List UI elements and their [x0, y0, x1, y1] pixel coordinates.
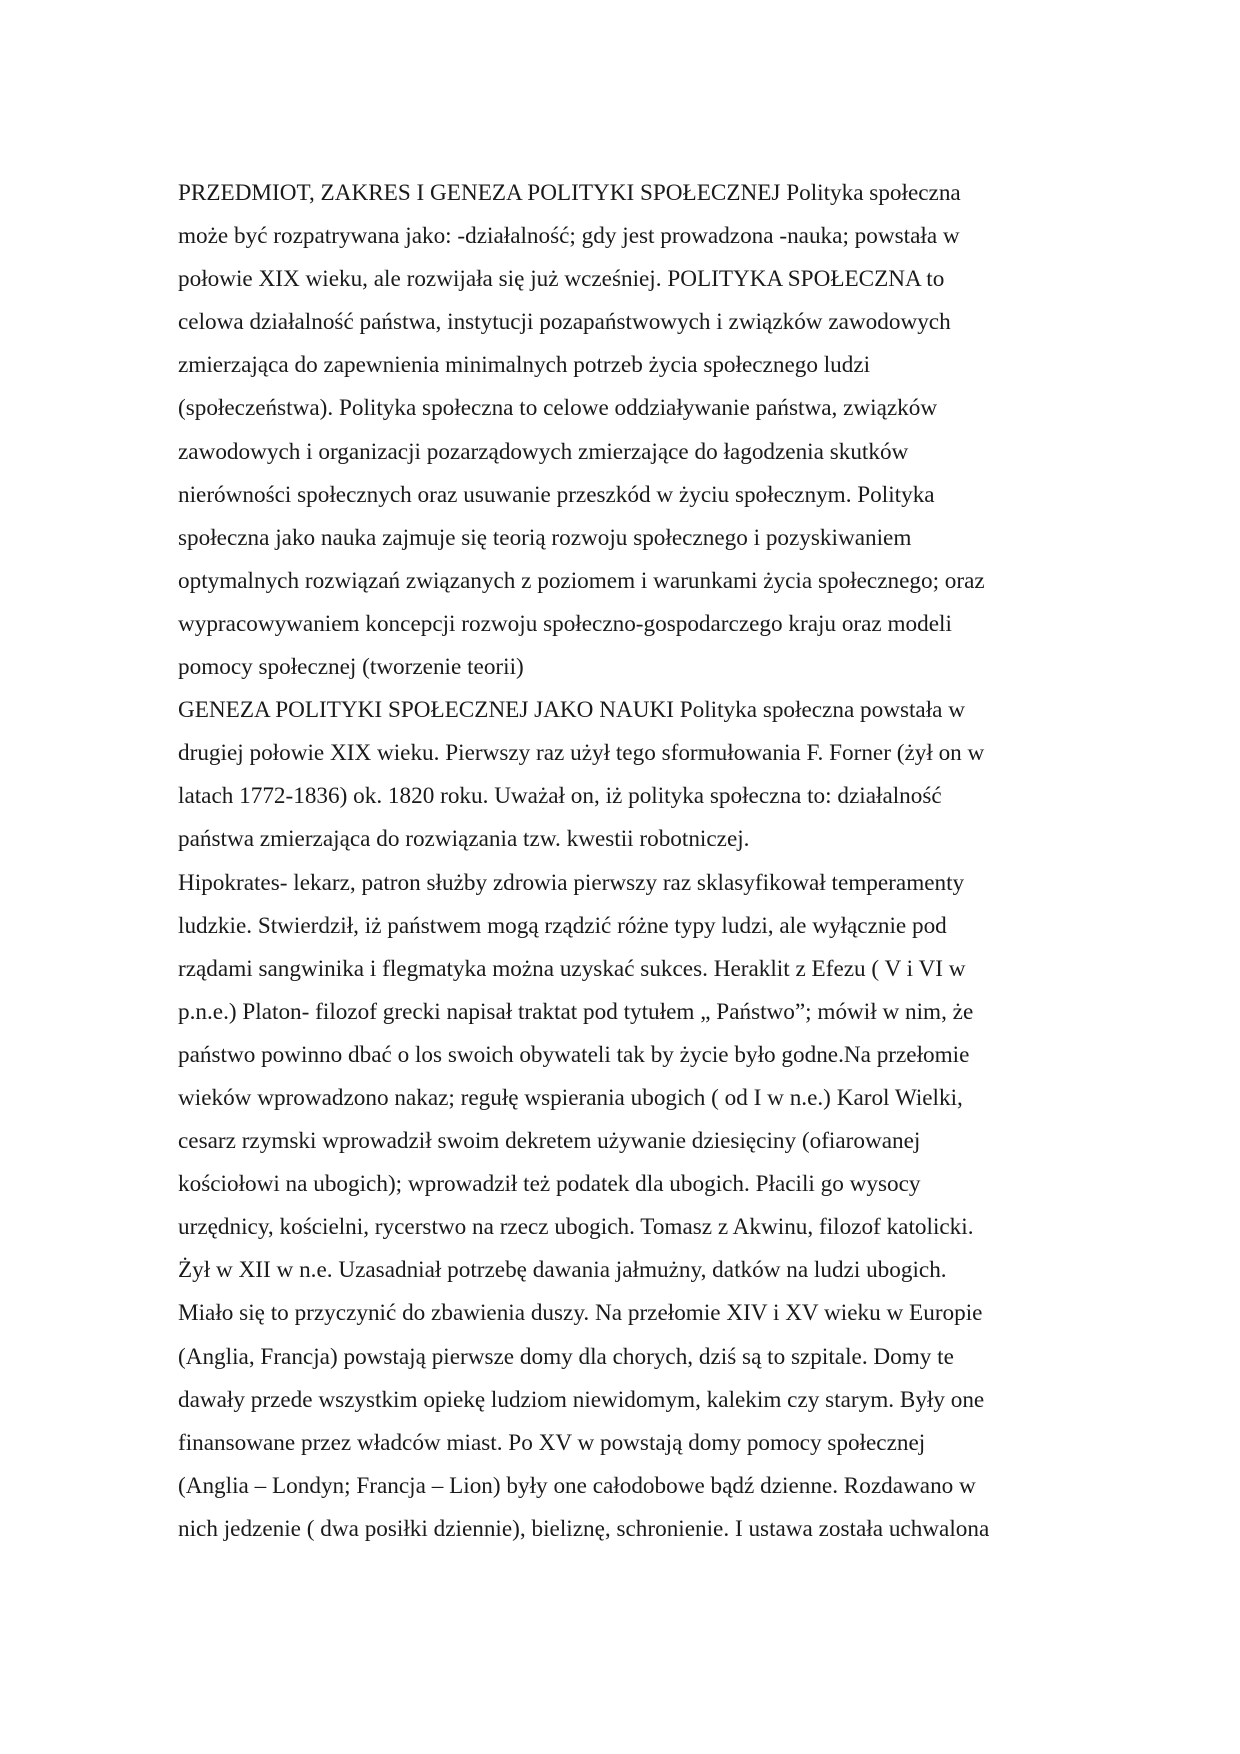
text-line: (Anglia – Londyn; Francja – Lion) były one całodobowe bądź dzienne. Rozdawano w [178, 1472, 976, 1499]
text-line: może być rozpatrywana jako: -działalność; gdy jest prowadzona -nauka; powstała w [178, 223, 960, 250]
text-line: państwa zmierzająca do rozwiązania tzw. kwestii robotniczej. [178, 826, 750, 853]
text-line: p.n.e.) Platon- filozof grecki napisał traktat pod tytułem „ Państwo”; mówił w nim, że [178, 998, 974, 1025]
text-line: celowa działalność państwa, instytucji pozapaństwowych i związków zawodowych [178, 309, 951, 336]
text-line: GENEZA POLITYKI SPOŁECZNEJ JAKO NAUKI Polityka społeczna powstała w [178, 697, 965, 724]
document-body [178, 172, 1062, 1551]
text-line: PRZEDMIOT, ZAKRES I GENEZA POLITYKI SPOŁECZNEJ Polityka społeczna [178, 180, 961, 206]
text-line: Żył w XII w n.e. Uzasadniał potrzebę dawania jałmużny, datków na ludzi ubogich. [178, 1257, 947, 1284]
text-line: optymalnych rozwiązań związanych z poziomem i warunkami życia społecznego; oraz [178, 567, 985, 594]
text-line: finansowane przez władców miast. Po XV w powstają domy pomocy społecznej [178, 1429, 926, 1456]
text-line: państwo powinno dbać o los swoich obywateli tak by życie było godne.Na przełomie [178, 1041, 970, 1068]
text-line: latach 1772-1836) ok. 1820 roku. Uważał on, iż polityka społeczna to: działalność [178, 783, 942, 810]
text-line: urzędnicy, kościelni, rycerstwo na rzecz ubogich. Tomasz z Akwinu, filozof katolicki. [178, 1214, 974, 1241]
text-line: (Anglia, Francja) powstają pierwsze domy dla chorych, dziś są to szpitale. Domy te [178, 1343, 954, 1370]
text-line: społeczna jako nauka zajmuje się teorią rozwoju społecznego i pozyskiwaniem [178, 524, 912, 551]
text-line: wieków wprowadzono nakaz; regułę wspierania ubogich ( od I w n.e.) Karol Wielki, [178, 1084, 963, 1111]
text-line: nierówności społecznych oraz usuwanie przeszkód w życiu społecznym. Polityka [178, 481, 935, 508]
text-line: cesarz rzymski wprowadził swoim dekretem używanie dziesięciny (ofiarowanej [178, 1128, 921, 1155]
text-line: Hipokrates- lekarz, patron służby zdrowia pierwszy raz sklasyfikował temperamenty [178, 869, 965, 896]
text-line: połowie XIX wieku, ale rozwijała się już wcześniej. POLITYKA SPOŁECZNA to [178, 266, 945, 293]
text-line: dawały przede wszystkim opiekę ludziom niewidomym, kalekim czy starym. Były one [178, 1386, 985, 1413]
text-line: kościołowi na ubogich); wprowadził też podatek dla ubogich. Płacili go wysocy [178, 1171, 921, 1198]
text-line: Miało się to przyczynić do zbawienia duszy. Na przełomie XIV i XV wieku w Europie [178, 1300, 983, 1327]
text-line: zawodowych i organizacji pozarządowych zmierzające do łagodzenia skutków [178, 438, 909, 465]
text-line: rządami sangwinika i flegmatyka można uzyskać sukces. Heraklit z Efezu ( V i VI w [178, 955, 966, 982]
text-line: drugiej połowie XIX wieku. Pierwszy raz użył tego sformułowania F. Forner (żył on w [178, 740, 985, 767]
text-line: zmierzająca do zapewnienia minimalnych potrzeb życia społecznego ludzi [178, 352, 871, 379]
text-line: wypracowywaniem koncepcji rozwoju społeczno-gospodarczego kraju oraz modeli [178, 610, 952, 637]
text-line: nich jedzenie ( dwa posiłki dziennie), bieliznę, schronienie. I ustawa została uchwalona [178, 1515, 990, 1542]
text-line: (społeczeństwa). Polityka społeczna to celowe oddziaływanie państwa, związków [178, 395, 938, 422]
text-line: pomocy społecznej (tworzenie teorii) [178, 654, 524, 681]
text-line: ludzkie. Stwierdził, iż państwem mogą rządzić różne typy ludzi, ale wyłącznie pod [178, 912, 947, 939]
